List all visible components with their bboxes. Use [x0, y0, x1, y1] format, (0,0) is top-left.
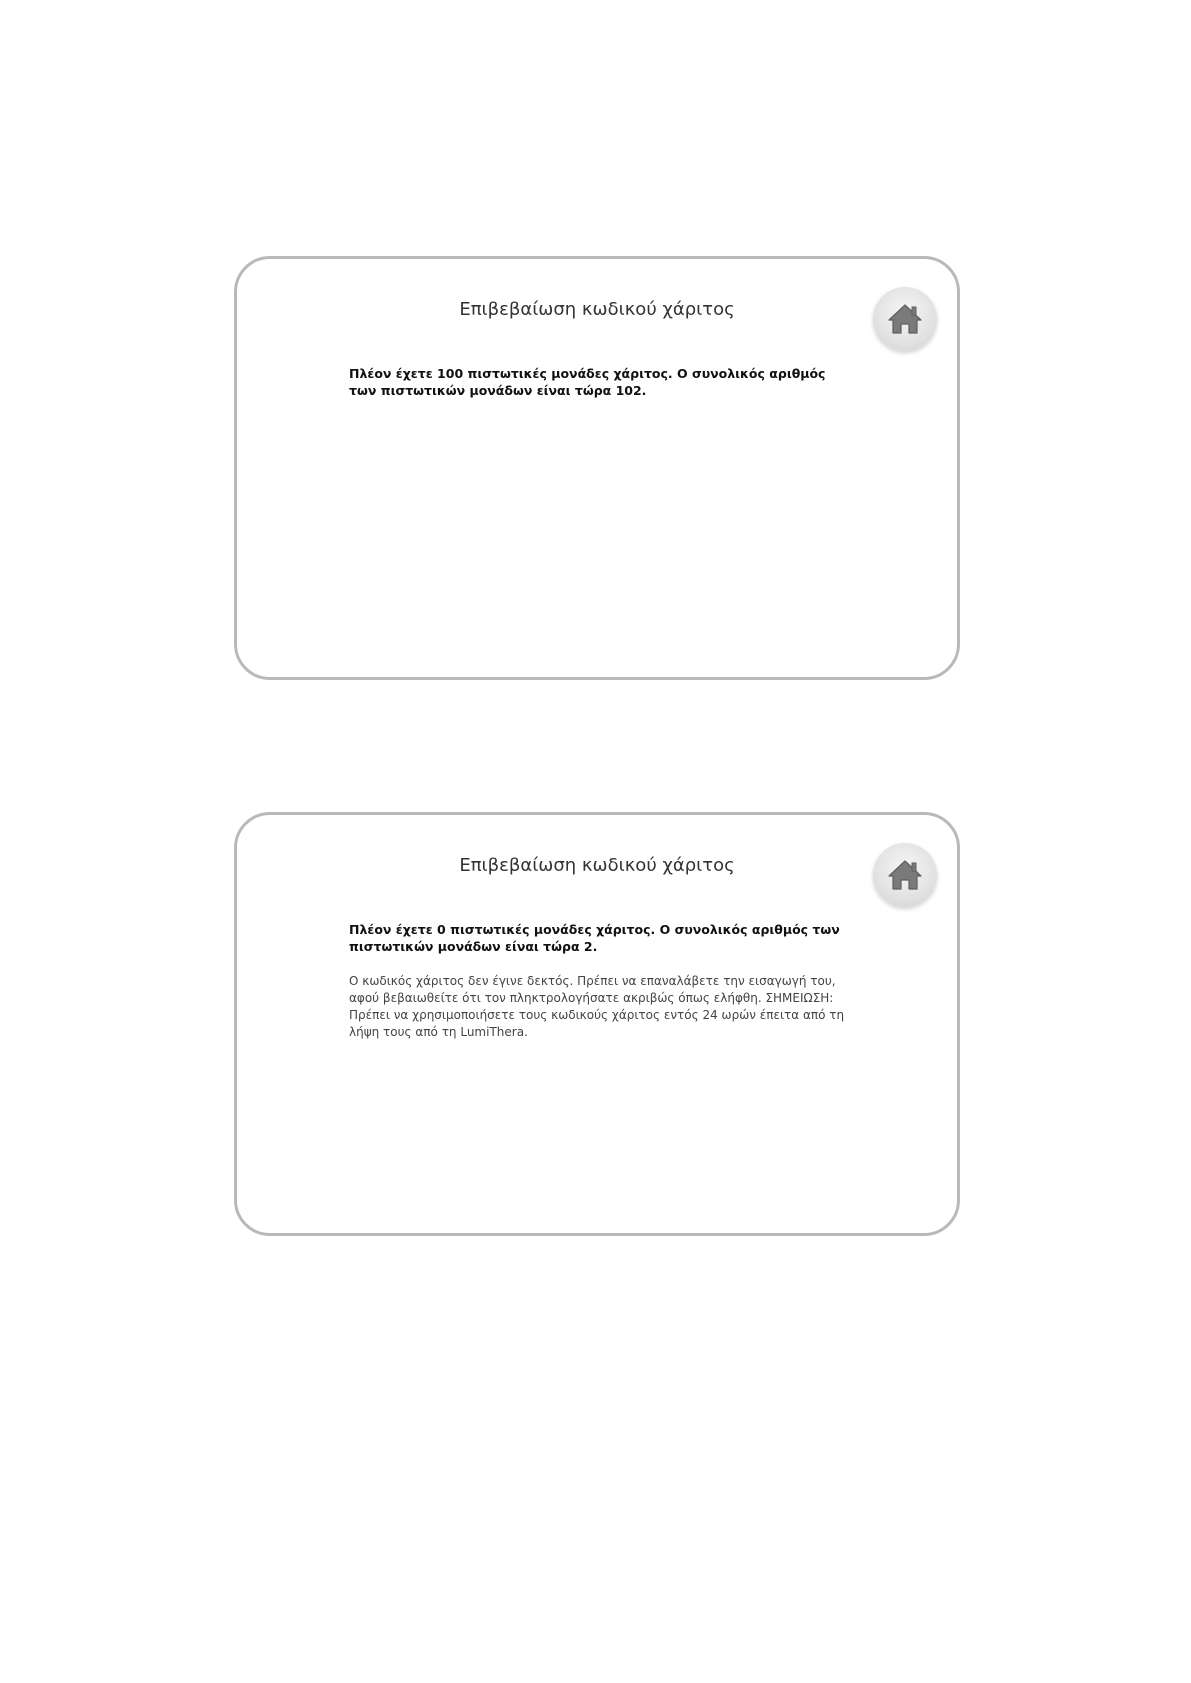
screen-title: Επιβεβαίωση κωδικού χάριτος — [459, 299, 735, 320]
error-message: Ο κωδικός χάριτος δεν έγινε δεκτός. Πρέπει να επαναλάβετε την εισαγωγή του, αφού βεβαιωθείτε ότι τον πληκτρολογήσατε ακριβώς όπως ελήφθη. ΣΗΜΕΙΩΣΗ: Πρέπει να χρησιμοποιήσετε τους κωδικούς χάριτος εντός 24 ωρών έπειτα από τη λήψη τους από τη LumiThera. — [349, 974, 845, 1039]
message-area — [349, 365, 849, 399]
screen-title: Επιβεβαίωση κωδικού χάριτος — [459, 855, 735, 876]
grace-code-confirmation-screen-1 — [234, 256, 960, 680]
message-area — [349, 921, 849, 1041]
home-button[interactable] — [873, 843, 937, 907]
credits-message: Πλέον έχετε 0 πιστωτικές μονάδες χάριτος. Ο συνολικός αριθμός των πιστωτικών μονάδων είναι τώρα 2. — [349, 922, 840, 954]
grace-code-confirmation-screen-2 — [234, 812, 960, 1236]
home-icon — [885, 855, 925, 895]
home-icon — [885, 299, 925, 339]
credits-message: Πλέον έχετε 100 πιστωτικές μονάδες χάριτος. Ο συνολικός αριθμός των πιστωτικών μονάδων είναι τώρα 102. — [349, 366, 826, 398]
home-button[interactable] — [873, 287, 937, 351]
